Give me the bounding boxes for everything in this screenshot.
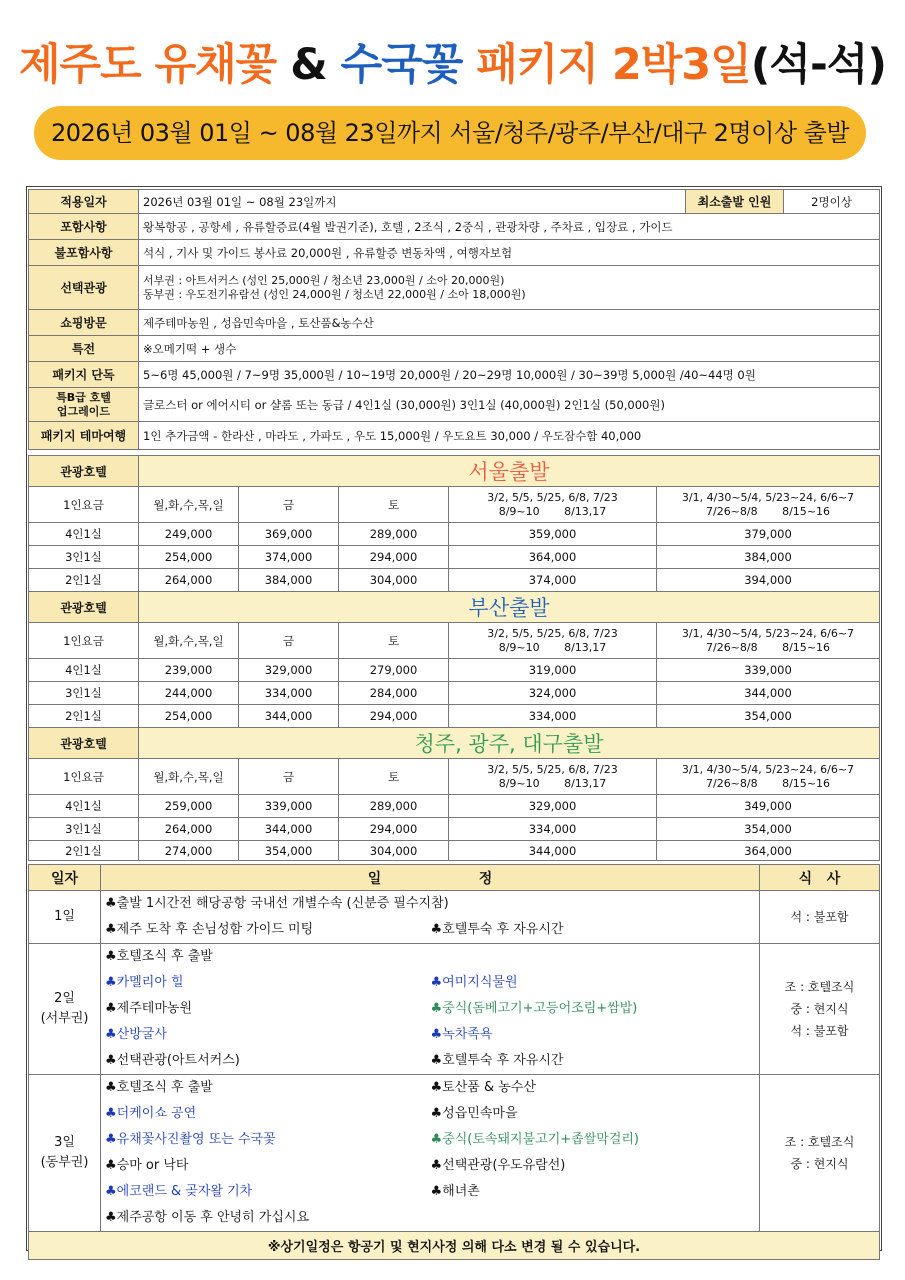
day2-label-area: (서부권) <box>40 1011 89 1026</box>
day3-item: ♣성읍민속마을 <box>427 1101 760 1127</box>
col-friday: 금 <box>239 759 339 795</box>
price-cell: 264,000 <box>139 569 239 592</box>
col-peak-2-line1: 3/1, 4/30~5/4, 5/23~24, 6/6~7 <box>681 626 855 640</box>
price-cell: 329,000 <box>239 659 339 682</box>
price-cell: 394,000 <box>657 569 880 592</box>
price-row <box>29 818 880 841</box>
price-cell: 319,000 <box>449 659 657 682</box>
optional-east: 동부권 : 우도전기유람선 (성인 24,000원 / 청소년 22,000원 / 소아 18,000원) <box>143 287 526 301</box>
day3-label-day: 3일 <box>54 1135 75 1150</box>
day2-item: ♣녹차족욕 <box>427 1022 760 1048</box>
day2-item: ♣호텔조식 후 출발 <box>101 944 760 971</box>
price-cell: 334,000 <box>449 705 657 728</box>
info-table <box>28 189 880 450</box>
price-cell: 354,000 <box>239 841 339 861</box>
day3-item: ♣에코랜드 & 곶자왈 기차 <box>101 1179 427 1205</box>
single-label: 패키지 단독 <box>29 362 139 388</box>
departure-city-title: 청주, 광주, 대구출발 <box>139 728 880 759</box>
title-suguk: 수국꽃 <box>340 40 477 90</box>
price-cell: 374,000 <box>449 569 657 592</box>
shopping-value: 제주테마농원 , 성읍민속마을 , 토산품&농수산 <box>139 310 880 336</box>
title-amp: & <box>290 40 341 90</box>
price-cell: 294,000 <box>339 546 449 569</box>
theme-label: 패키지 테마여행 <box>29 422 139 450</box>
price-cell: 264,000 <box>139 818 239 841</box>
price-cell: 284,000 <box>339 682 449 705</box>
price-cell: 274,000 <box>139 841 239 861</box>
excluded-label: 불포함사항 <box>29 240 139 266</box>
day2-item: ♣산방굴사 <box>101 1022 427 1048</box>
price-cell: 344,000 <box>239 705 339 728</box>
page-title <box>0 30 905 100</box>
price-row <box>29 546 880 569</box>
day2-item: ♣호텔투숙 후 자유시간 <box>427 1048 760 1075</box>
day2-meal <box>760 944 880 1075</box>
price-cell: 344,000 <box>657 682 880 705</box>
period-value: 2026년 03월 01일 ~ 08월 23일까지 <box>139 190 686 214</box>
title-yuchae: 유채꽃 <box>154 40 291 90</box>
col-peak-2 <box>657 487 880 523</box>
day3-item: ♣중식(토속돼지불고기+좁쌀막걸리) <box>427 1127 760 1153</box>
per-person-label: 1인요금 <box>29 487 139 523</box>
col-peak-2-line2: 7/26~8/8 8/15~16 <box>705 504 830 518</box>
day2-meal-dinner: 석 : 불포함 <box>790 1024 849 1038</box>
room-type: 4인1실 <box>29 795 139 818</box>
day3-label-area: (동부권) <box>40 1155 89 1170</box>
col-saturday: 토 <box>339 759 449 795</box>
day2-meal-lunch: 중 : 현지식 <box>790 1002 849 1016</box>
day3-item: ♣제주공항 이동 후 안녕히 가십시요 <box>101 1205 760 1232</box>
theme-value: 1인 추가금액 - 한라산 , 마라도 , 가파도 , 우도 15,000원 / 우도요트 30,000 / 우도잠수함 40,000 <box>139 422 880 450</box>
single-value: 5~6명 45,000원 / 7~9명 35,000원 / 10~19명 20,000원 / 20~29명 10,000원 / 30~39명 5,000원 /40~44명 0원 <box>139 362 880 388</box>
upgrade-label-line2: 업그레이드 <box>56 404 111 418</box>
price-cell: 364,000 <box>657 841 880 861</box>
day3-item: ♣더케이쇼 공연 <box>101 1101 427 1127</box>
title-meals: (석-석) <box>750 40 886 90</box>
price-cell: 254,000 <box>139 705 239 728</box>
col-peak-1-line2: 8/9~10 8/13,17 <box>498 640 607 654</box>
day3-meal <box>760 1075 880 1232</box>
price-cell: 289,000 <box>339 795 449 818</box>
price-cell: 384,000 <box>239 569 339 592</box>
date-banner: 2026년 03월 01일 ~ 08월 23일까지 서울/청주/광주/부산/대구 2명이상 출발 <box>34 106 866 160</box>
day2-item: ♣제주테마농원 <box>101 996 427 1022</box>
price-row <box>29 569 880 592</box>
included-value: 왕복항공 , 공항세 , 유류할증료(4월 발권기준), 호텔 , 2조식 , 2중식 , 관광차량 , 주차료 , 입장료 , 가이드 <box>139 214 880 240</box>
col-weekday: 월,화,수,목,일 <box>139 623 239 659</box>
hotel-grade-label: 관광호텔 <box>29 456 139 487</box>
day2-label <box>29 944 101 1075</box>
day1-label: 1일 <box>29 891 101 944</box>
price-cell: 239,000 <box>139 659 239 682</box>
col-peak-2-line1: 3/1, 4/30~5/4, 5/23~24, 6/6~7 <box>681 490 855 504</box>
col-peak-2-line1: 3/1, 4/30~5/4, 5/23~24, 6/6~7 <box>681 762 855 776</box>
price-cell: 344,000 <box>449 841 657 861</box>
price-cell: 304,000 <box>339 569 449 592</box>
col-peak-1 <box>449 759 657 795</box>
price-cell: 359,000 <box>449 523 657 546</box>
room-type: 2인1실 <box>29 841 139 861</box>
day1-item: ♣출발 1시간전 해당공항 국내선 개별수속 (신분증 필수지참) <box>101 891 760 918</box>
day2-label-day: 2일 <box>54 991 75 1006</box>
schedule-plan-header: 일 정 <box>101 865 760 891</box>
day3-meal-breakfast: 조 : 호텔조식 <box>784 1135 855 1149</box>
day2-item: ♣여미지식물원 <box>427 970 760 996</box>
price-cell: 249,000 <box>139 523 239 546</box>
col-weekday: 월,화,수,목,일 <box>139 487 239 523</box>
col-peak-2 <box>657 623 880 659</box>
departure-city-title: 부산출발 <box>139 592 880 623</box>
day2-meal-breakfast: 조 : 호텔조식 <box>784 980 855 994</box>
price-cell: 294,000 <box>339 705 449 728</box>
price-cell: 289,000 <box>339 523 449 546</box>
day1-item: ♣제주 도착 후 손님성함 가이드 미팅 <box>101 917 427 944</box>
col-peak-1-line1: 3/2, 5/5, 5/25, 6/8, 7/23 <box>487 762 618 776</box>
day3-item: ♣선택관광(우도유람선) <box>427 1153 760 1179</box>
price-cell: 294,000 <box>339 818 449 841</box>
price-cell: 379,000 <box>657 523 880 546</box>
departure-city-title: 서울출발 <box>139 456 880 487</box>
upgrade-value: 글로스터 or 에어시티 or 샬롬 또는 동급 / 4인1실 (30,000원) 3인1실 (40,000원) 2인1실 (50,000원) <box>139 388 880 422</box>
room-type: 2인1실 <box>29 569 139 592</box>
hotel-grade-label: 관광호텔 <box>29 728 139 759</box>
min-people-label: 최소출발 인원 <box>686 190 784 214</box>
included-label: 포함사항 <box>29 214 139 240</box>
per-person-label: 1인요금 <box>29 623 139 659</box>
schedule-table <box>28 864 880 1260</box>
price-cell: 339,000 <box>657 659 880 682</box>
price-row <box>29 682 880 705</box>
special-label: 특전 <box>29 336 139 362</box>
price-cell: 324,000 <box>449 682 657 705</box>
day3-label <box>29 1075 101 1232</box>
price-cell: 364,000 <box>449 546 657 569</box>
special-value: ※오메기떡 + 생수 <box>139 336 880 362</box>
col-peak-1-line1: 3/2, 5/5, 5/25, 6/8, 7/23 <box>487 626 618 640</box>
col-peak-2-line2: 7/26~8/8 8/15~16 <box>705 776 830 790</box>
price-row <box>29 659 880 682</box>
room-type: 3인1실 <box>29 818 139 841</box>
price-cell: 374,000 <box>239 546 339 569</box>
room-type: 4인1실 <box>29 659 139 682</box>
price-cell: 244,000 <box>139 682 239 705</box>
col-peak-2 <box>657 759 880 795</box>
price-cell: 344,000 <box>239 818 339 841</box>
price-cell: 349,000 <box>657 795 880 818</box>
optional-west: 서부권 : 아트서커스 (성인 25,000원 / 청소년 23,000원 / 소아 20,000원) <box>143 273 505 287</box>
col-peak-1 <box>449 623 657 659</box>
day3-item: ♣승마 or 낙타 <box>101 1153 427 1179</box>
day2-item: ♣선택관광(아트서커스) <box>101 1048 427 1075</box>
day1-item: ♣호텔투숙 후 자유시간 <box>427 917 760 944</box>
shopping-label: 쇼핑방문 <box>29 310 139 336</box>
price-cell: 354,000 <box>657 818 880 841</box>
room-type: 3인1실 <box>29 546 139 569</box>
day3-meal-lunch: 중 : 현지식 <box>790 1157 849 1171</box>
price-cell: 304,000 <box>339 841 449 861</box>
schedule-day-header: 일자 <box>29 865 101 891</box>
period-label: 적용일자 <box>29 190 139 214</box>
price-row <box>29 795 880 818</box>
price-table <box>28 455 880 861</box>
schedule-meal-header: 식 사 <box>760 865 880 891</box>
col-friday: 금 <box>239 487 339 523</box>
optional-value <box>139 266 880 310</box>
col-peak-1 <box>449 487 657 523</box>
price-cell: 329,000 <box>449 795 657 818</box>
col-peak-1-line2: 8/9~10 8/13,17 <box>498 504 607 518</box>
day3-item: ♣토산품 & 농수산 <box>427 1075 760 1102</box>
title-jeju: 제주도 <box>19 40 155 90</box>
day3-item: ♣해녀촌 <box>427 1179 760 1205</box>
room-type: 2인1실 <box>29 705 139 728</box>
day1-meal: 석 : 불포함 <box>760 891 880 944</box>
col-peak-1-line2: 8/9~10 8/13,17 <box>498 776 607 790</box>
per-person-label: 1인요금 <box>29 759 139 795</box>
day3-item: ♣호텔조식 후 출발 <box>101 1075 427 1102</box>
room-type: 4인1실 <box>29 523 139 546</box>
price-row <box>29 523 880 546</box>
upgrade-label <box>29 388 139 422</box>
room-type: 3인1실 <box>29 682 139 705</box>
day2-item: ♣카멜리아 힐 <box>101 970 427 996</box>
min-people-value: 2명이상 <box>784 190 880 214</box>
price-row <box>29 705 880 728</box>
price-row <box>29 841 880 861</box>
price-cell: 259,000 <box>139 795 239 818</box>
col-peak-1-line1: 3/2, 5/5, 5/25, 6/8, 7/23 <box>487 490 618 504</box>
col-weekday: 월,화,수,목,일 <box>139 759 239 795</box>
price-cell: 369,000 <box>239 523 339 546</box>
col-peak-2-line2: 7/26~8/8 8/15~16 <box>705 640 830 654</box>
hotel-grade-label: 관광호텔 <box>29 592 139 623</box>
price-cell: 334,000 <box>449 818 657 841</box>
col-friday: 금 <box>239 623 339 659</box>
price-cell: 384,000 <box>657 546 880 569</box>
excluded-value: 석식 , 기사 및 가이드 봉사료 20,000원 , 유류할증 변동차액 , 여행자보험 <box>139 240 880 266</box>
price-cell: 334,000 <box>239 682 339 705</box>
price-cell: 254,000 <box>139 546 239 569</box>
upgrade-label-line1: 특B급 호텔 <box>56 390 111 404</box>
schedule-footnote: ※상기일정은 항공기 및 현지사정 의해 다소 변경 될 수 있습니다. <box>29 1232 880 1260</box>
title-package: 패키지 2박3일 <box>476 40 751 90</box>
col-saturday: 토 <box>339 623 449 659</box>
optional-label: 선택관광 <box>29 266 139 310</box>
price-cell: 354,000 <box>657 705 880 728</box>
col-saturday: 토 <box>339 487 449 523</box>
day3-item: ♣유채꽃사진촬영 또는 수국꽃 <box>101 1127 427 1153</box>
price-cell: 339,000 <box>239 795 339 818</box>
day2-item: ♣중식(돔베고기+고등어조림+쌈밥) <box>427 996 760 1022</box>
price-cell: 279,000 <box>339 659 449 682</box>
